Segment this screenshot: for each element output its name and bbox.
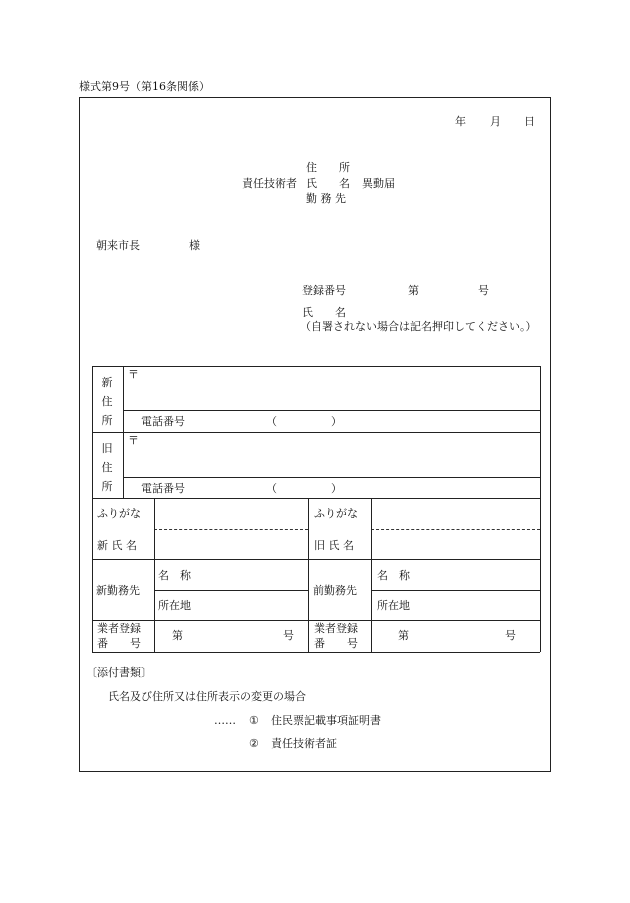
- prev-workplace-location-label: 所在地: [377, 599, 410, 612]
- old-postal-mark: 〒: [128, 434, 139, 447]
- old-phone-label: 電話番号: [141, 482, 185, 495]
- table-line: [123, 477, 540, 478]
- attachment-1: 住民票記載事項証明書: [271, 714, 381, 727]
- new-phone-open: （: [266, 415, 277, 428]
- new-vendor-reg-label-1: 業者登録: [97, 622, 141, 635]
- new-vendor-reg-label-2: 番 号: [97, 637, 141, 650]
- attachment-2-number: ②: [249, 737, 259, 750]
- old-name-label: 旧 氏 名: [314, 539, 354, 552]
- new-address-label: 新 住 所: [101, 376, 113, 427]
- table-line: [540, 366, 541, 652]
- heading-address: 住 所: [306, 161, 350, 174]
- new-phone-close: ）: [331, 415, 342, 428]
- table-line: [92, 652, 540, 653]
- attachments-dots: ……: [214, 714, 236, 727]
- attachments-condition: 氏名及び住所又は住所表示の変更の場合: [108, 690, 306, 703]
- new-workplace-name-label: 名 称: [158, 569, 191, 582]
- new-furigana-label: ふりがな: [97, 507, 141, 520]
- table-line: [92, 432, 540, 433]
- new-phone-label: 電話番号: [141, 415, 185, 428]
- prev-vendor-reg-label-2: 番 号: [314, 637, 358, 650]
- table-line: [92, 498, 540, 499]
- applicant-name-label: 氏 名: [302, 306, 346, 319]
- attachment-1-number: ①: [249, 714, 259, 727]
- new-workplace-label: 新勤務先: [96, 584, 140, 597]
- table-line: [92, 366, 540, 367]
- table-line: [92, 559, 540, 560]
- table-line: [371, 498, 372, 652]
- reg-go: 号: [478, 284, 489, 297]
- heading-workplace: 勤 務 先: [306, 192, 346, 205]
- new-workplace-location-label: 所在地: [158, 599, 191, 612]
- table-line: [371, 590, 540, 591]
- new-vendor-go: 号: [283, 629, 294, 642]
- table-line: [123, 410, 540, 411]
- date-year: 年: [455, 115, 466, 128]
- prev-vendor-go: 号: [505, 629, 516, 642]
- date-day: 日: [524, 115, 535, 128]
- reg-dai: 第: [408, 284, 419, 297]
- prev-workplace-name-label: 名 称: [377, 569, 410, 582]
- addressee-name: 朝来市長: [96, 239, 140, 252]
- reg-label: 登録番号: [302, 284, 346, 297]
- addressee-honorific: 様: [189, 239, 200, 252]
- heading-name: 氏 名: [306, 177, 350, 190]
- heading-suffix: 異動届: [362, 177, 395, 190]
- attachment-2: 責任技術者証: [271, 737, 337, 750]
- table-dash: [371, 529, 540, 530]
- table-dash: [154, 529, 308, 530]
- table-line: [154, 498, 155, 652]
- old-address-label: 旧 住 所: [101, 442, 113, 493]
- old-phone-open: （: [266, 482, 277, 495]
- table-line: [92, 620, 540, 621]
- old-phone-close: ）: [331, 482, 342, 495]
- table-line: [308, 498, 309, 652]
- attachments-heading: 〔添付書類〕: [86, 666, 152, 679]
- date-month: 月: [490, 115, 501, 128]
- table-line: [92, 366, 93, 652]
- prev-workplace-label: 前勤務先: [313, 584, 357, 597]
- prev-vendor-dai: 第: [398, 629, 409, 642]
- table-line: [123, 366, 124, 498]
- applicant-note: （自署されない場合は記名押印してください。）: [300, 320, 537, 333]
- new-name-label: 新 氏 名: [97, 539, 137, 552]
- prev-vendor-reg-label-1: 業者登録: [314, 622, 358, 635]
- new-vendor-dai: 第: [172, 629, 183, 642]
- form-title: 様式第9号（第16条関係）: [79, 80, 210, 93]
- new-postal-mark: 〒: [128, 368, 139, 381]
- table-line: [154, 590, 308, 591]
- old-furigana-label: ふりがな: [314, 507, 358, 520]
- heading-prefix: 責任技術者: [242, 177, 297, 190]
